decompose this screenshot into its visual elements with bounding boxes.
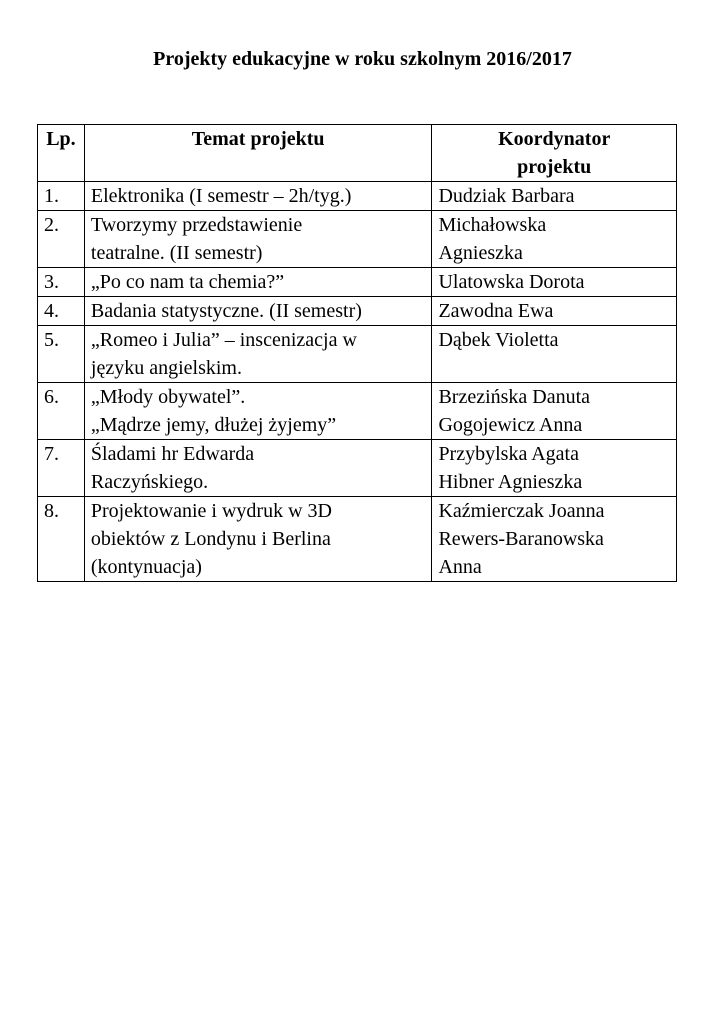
table-row — [38, 440, 677, 497]
cell-coordinator: Zawodna Ewa — [432, 297, 677, 326]
table-row — [38, 497, 677, 582]
cell-coordinator: Michałowska Agnieszka — [432, 211, 677, 268]
table-row — [38, 383, 677, 440]
cell-lp: 2. — [38, 211, 85, 268]
cell-lp: 7. — [38, 440, 85, 497]
cell-lp: 4. — [38, 297, 85, 326]
cell-topic: „Po co nam ta chemia?” — [84, 268, 432, 297]
cell-coordinator: Dudziak Barbara — [432, 182, 677, 211]
cell-coordinator: Kaźmierczak Joanna Rewers-Baranowska Anna — [432, 497, 677, 582]
cell-lp: 8. — [38, 497, 85, 582]
header-lp: Lp. — [38, 125, 85, 182]
table-row — [38, 182, 677, 211]
cell-topic: Śladami hr Edwarda Raczyńskiego. — [84, 440, 432, 497]
cell-coordinator: Brzezińska Danuta Gogojewicz Anna — [432, 383, 677, 440]
cell-topic: Elektronika (I semestr – 2h/tyg.) — [84, 182, 432, 211]
table-row — [38, 268, 677, 297]
projects-table — [37, 124, 677, 582]
cell-coordinator: Ulatowska Dorota — [432, 268, 677, 297]
cell-topic: Projektowanie i wydruk w 3D obiektów z Londynu i Berlina (kontynuacja) — [84, 497, 432, 582]
table-row — [38, 297, 677, 326]
header-coordinator: Koordynator projektu — [432, 125, 677, 182]
table-header-row — [38, 125, 677, 182]
cell-coordinator: Przybylska Agata Hibner Agnieszka — [432, 440, 677, 497]
cell-lp: 6. — [38, 383, 85, 440]
cell-topic: Badania statystyczne. (II semestr) — [84, 297, 432, 326]
table-row — [38, 211, 677, 268]
cell-lp: 5. — [38, 326, 85, 383]
cell-lp: 1. — [38, 182, 85, 211]
cell-topic: Tworzymy przedstawienie teatralne. (II semestr) — [84, 211, 432, 268]
cell-topic: „Młody obywatel”. „Mądrze jemy, dłużej żyjemy” — [84, 383, 432, 440]
table-row — [38, 326, 677, 383]
cell-coordinator: Dąbek Violetta — [432, 326, 677, 383]
cell-topic: „Romeo i Julia” – inscenizacja w języku angielskim. — [84, 326, 432, 383]
cell-lp: 3. — [38, 268, 85, 297]
header-topic: Temat projektu — [84, 125, 432, 182]
page-title: Projekty edukacyjne w roku szkolnym 2016/2017 — [153, 48, 572, 70]
